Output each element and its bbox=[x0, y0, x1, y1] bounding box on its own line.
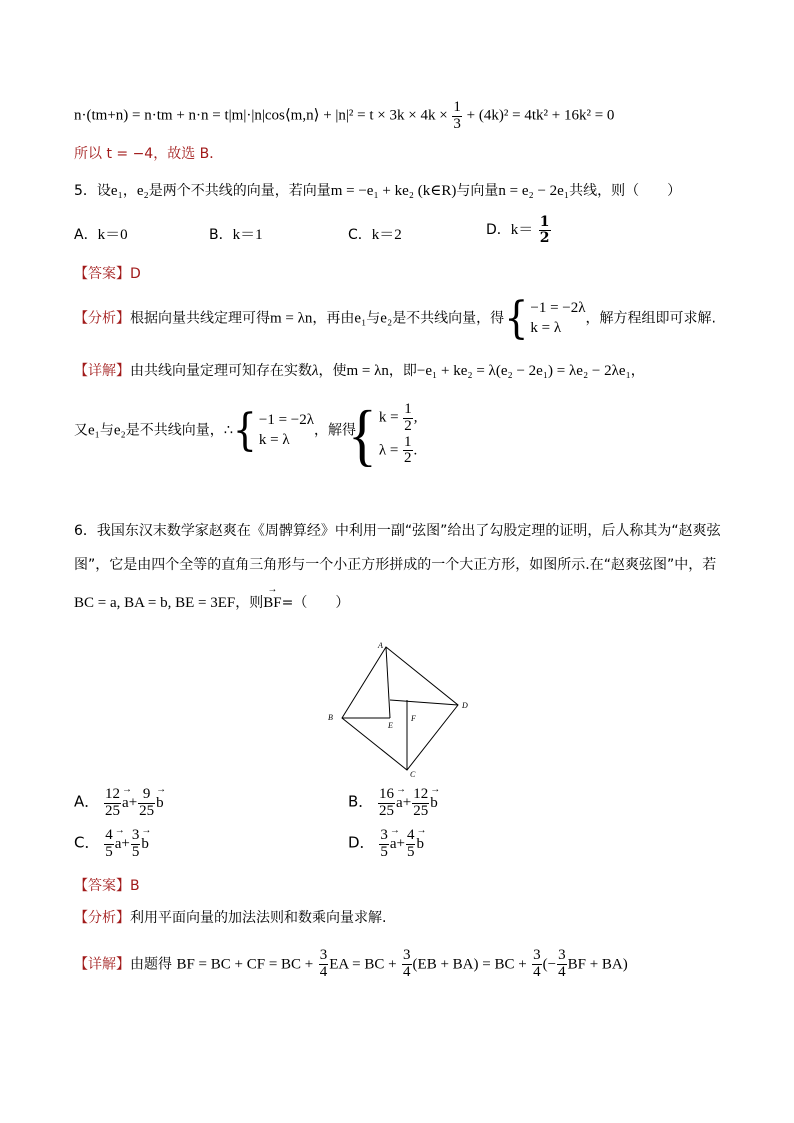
q4-conclusion: 所以 t = −4，故选 B． bbox=[74, 146, 224, 162]
zhao-shuang-figure bbox=[320, 640, 480, 780]
q6-option-b: B． $\frac{16}{25}$ → a+ $\frac{12}{25}$ → b bbox=[348, 787, 438, 820]
q5-detail-line2: 又e₁与e₂是不共线向量，∴{ −1 = −2λ k = λ，解得 bbox=[74, 404, 357, 456]
option-d-fraction: $\frac{1}{2}$ bbox=[539, 214, 550, 246]
q5-option-d: D．k＝ $\frac{1}{2}$ bbox=[486, 214, 550, 246]
q5-answer: 【答案】D bbox=[74, 266, 141, 282]
label-f: F bbox=[411, 714, 416, 723]
label-e: E bbox=[388, 721, 393, 730]
formula-fraction: $\frac{1}{3}$ bbox=[453, 99, 461, 132]
brace: { bbox=[232, 404, 257, 456]
q5-option-c: C．k＝2 bbox=[348, 227, 402, 243]
q6-answer: 【答案】B bbox=[74, 878, 140, 894]
q5-option-b: B．k＝1 bbox=[209, 227, 263, 243]
label-c: C bbox=[410, 770, 416, 779]
brace: { bbox=[504, 292, 529, 344]
label-d: D bbox=[462, 701, 468, 710]
q6-stem-line1: 6．我国东汉末数学家赵爽在《周髀算经》中利用一副“弦图”给出了勾股定理的证明，后人称其为“赵爽弦 bbox=[74, 523, 721, 539]
brace: { bbox=[348, 396, 377, 473]
q5-solution: { k = $\frac{1}{2}$ , λ = $\frac{1}{2}$ . bbox=[348, 396, 418, 473]
q5-option-a: A．k＝0 bbox=[74, 227, 128, 243]
q5-stem: 5．设e₁，e₂是两个不共线的向量，若向量m = −e₁ + ke₂ (k∈R)与向量n = e₂ − 2e₁共线，则（ ） bbox=[74, 183, 682, 199]
q5-detail-line1: 【详解】由共线向量定理可知存在实数λ，使m = λn，即−e₁ + ke₂ = λ(e₂ − 2e₁) = λe₂ − 2λe₁， bbox=[74, 363, 645, 379]
formula-rhs: + (4k)² = 4tk² + 16k² = 0 bbox=[466, 107, 615, 124]
line-d-inner bbox=[390, 700, 458, 705]
q6-option-d: D． $\frac{3}{5}$ → a+ $\frac{4}{5}$ → b bbox=[348, 828, 424, 861]
equation-system: −1 = −2λ k = λ bbox=[258, 412, 315, 449]
line-a-e bbox=[386, 647, 390, 718]
label-b: B bbox=[328, 713, 333, 722]
formula-lhs: n·(tm+n) = n·tm + n·n = t|m|·|n|cos⟨m,n⟩ + |n|² = t × 3k × 4k × bbox=[74, 107, 448, 124]
outer-square bbox=[342, 647, 458, 770]
top-formula bbox=[74, 100, 614, 133]
q6-option-c: C． $\frac{4}{5}$ → a+ $\frac{3}{5}$ → b bbox=[74, 828, 149, 861]
q6-option-a: A． $\frac{12}{25}$ → a+ $\frac{9}{25}$ → b bbox=[74, 787, 164, 820]
equation-system: −1 = −2λ k = λ bbox=[530, 300, 586, 337]
q5-analysis: 【分析】根据向量共线定理可得m = λn，再由e₁与e₂是不共线向量，得{ −1 = −2λ k = λ，解方程组即可求解. bbox=[74, 292, 716, 344]
q6-analysis: 【分析】利用平面向量的加法法则和数乘向量求解. bbox=[74, 910, 387, 926]
q6-condition: BC = a, BA = b, BE = 3EF，则→ BF=（ ） bbox=[74, 592, 349, 612]
label-a: A bbox=[378, 641, 383, 650]
q6-detail: 【详解】由题得 BF = BC + CF = BC + $\frac{3}{4}$ EA = BC + $\frac{3}{4}$ (EB + BA) = BC + $\frac{3}{4}$ (− $\frac{3}{4}$ BF + BA) bbox=[74, 947, 628, 980]
q6-stem-line2: 图”，它是由四个全等的直角三角形与一个小正方形拼成的一个大正方形，如图所示.在“赵爽弦图”中，若 bbox=[74, 557, 717, 573]
